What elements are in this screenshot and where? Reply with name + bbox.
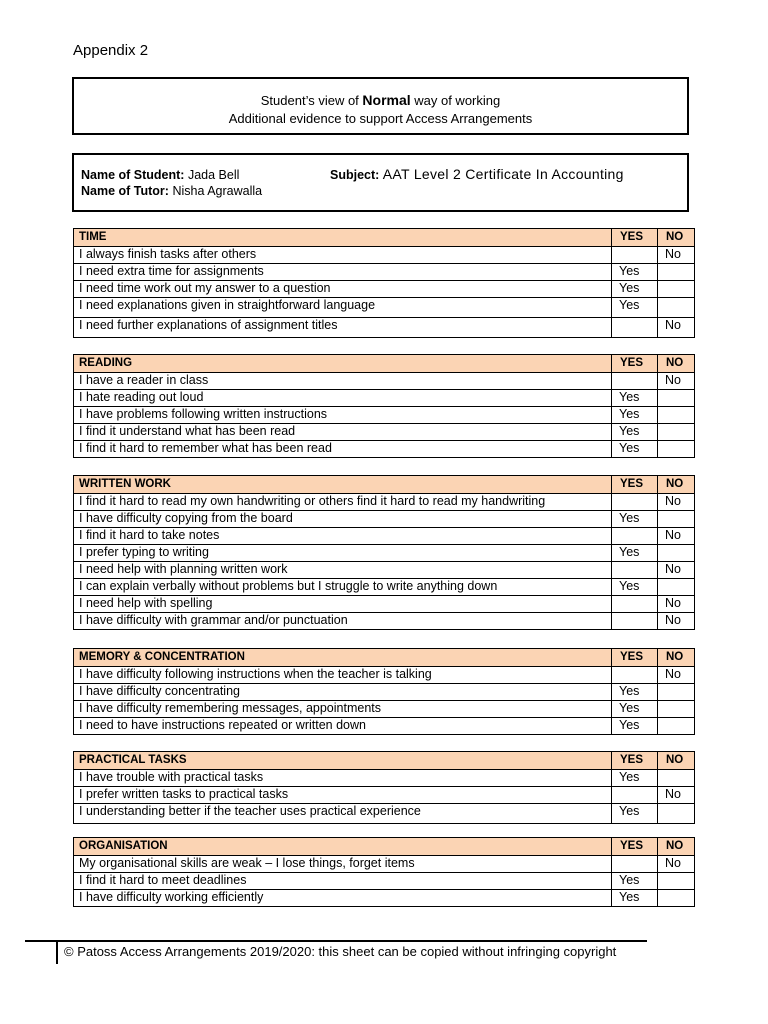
question-row (74, 786, 695, 803)
title-line-1 (74, 91, 687, 110)
question-row (74, 280, 695, 297)
no-header: NO (658, 355, 695, 373)
question-row (74, 423, 695, 440)
yes-answer: Yes (612, 280, 658, 297)
yes-header: YES (612, 838, 658, 856)
no-answer (658, 510, 695, 527)
question-row (74, 700, 695, 717)
no-answer (658, 440, 695, 457)
question-text: I need help with spelling (74, 595, 612, 612)
no-answer: No (658, 527, 695, 544)
yes-header: YES (612, 476, 658, 494)
yes-answer: Yes (612, 440, 658, 457)
question-text: I find it hard to take notes (74, 527, 612, 544)
question-text: I need extra time for assignments (74, 263, 612, 280)
yes-answer (612, 317, 658, 337)
question-text: I need time work out my answer to a question (74, 280, 612, 297)
section-table (73, 648, 695, 735)
question-text: I always finish tasks after others (74, 246, 612, 263)
question-row (74, 246, 695, 263)
no-header: NO (658, 476, 695, 494)
title-pre: Student’s view of (260, 93, 363, 108)
yes-answer: Yes (612, 683, 658, 700)
no-answer (658, 683, 695, 700)
question-row (74, 297, 695, 317)
question-text: I have difficulty concentrating (74, 683, 612, 700)
question-row (74, 683, 695, 700)
no-header: NO (658, 752, 695, 770)
question-row (74, 263, 695, 280)
yes-answer (612, 527, 658, 544)
question-row (74, 493, 695, 510)
question-row (74, 578, 695, 595)
no-answer (658, 578, 695, 595)
question-text: I hate reading out loud (74, 389, 612, 406)
student-row (81, 168, 239, 182)
question-text: I have difficulty working efficiently (74, 889, 612, 906)
question-row (74, 855, 695, 872)
no-answer: No (658, 372, 695, 389)
no-answer: No (658, 246, 695, 263)
question-text: I have difficulty copying from the board (74, 510, 612, 527)
question-row (74, 803, 695, 823)
yes-answer: Yes (612, 297, 658, 317)
question-row (74, 561, 695, 578)
yes-answer (612, 595, 658, 612)
title-box (72, 77, 689, 135)
section-title: ORGANISATION (74, 838, 612, 856)
yes-header: YES (612, 355, 658, 373)
question-text: I have trouble with practical tasks (74, 769, 612, 786)
yes-answer (612, 372, 658, 389)
yes-answer (612, 612, 658, 629)
yes-answer: Yes (612, 544, 658, 561)
section-title: TIME (74, 229, 612, 247)
question-row (74, 372, 695, 389)
title-line-2: Additional evidence to support Access Arrangements (228, 111, 533, 126)
yes-answer: Yes (612, 717, 658, 734)
section-header-row (74, 476, 695, 494)
student-value: Jada Bell (187, 168, 240, 182)
section-header-row (74, 355, 695, 373)
question-row (74, 544, 695, 561)
no-answer: No (658, 666, 695, 683)
no-answer (658, 700, 695, 717)
question-row (74, 612, 695, 629)
no-header: NO (658, 838, 695, 856)
no-answer (658, 717, 695, 734)
question-row (74, 595, 695, 612)
yes-answer (612, 493, 658, 510)
question-row (74, 717, 695, 734)
tutor-value: Nisha Agrawalla (172, 184, 263, 198)
footer-rule (25, 940, 647, 942)
yes-header: YES (612, 752, 658, 770)
no-answer (658, 263, 695, 280)
no-answer (658, 872, 695, 889)
question-text: I prefer typing to writing (74, 544, 612, 561)
section-table (73, 475, 695, 630)
tutor-row (81, 184, 262, 198)
no-answer (658, 389, 695, 406)
section-table (73, 228, 695, 338)
yes-answer (612, 786, 658, 803)
yes-answer: Yes (612, 872, 658, 889)
yes-answer: Yes (612, 889, 658, 906)
question-text: I need help with planning written work (74, 561, 612, 578)
no-answer: No (658, 595, 695, 612)
question-text: I prefer written tasks to practical tasks (74, 786, 612, 803)
yes-answer: Yes (612, 578, 658, 595)
no-answer (658, 406, 695, 423)
question-text: I have difficulty with grammar and/or punctuation (74, 612, 612, 629)
yes-answer (612, 246, 658, 263)
yes-answer: Yes (612, 803, 658, 823)
no-answer (658, 889, 695, 906)
yes-answer: Yes (612, 510, 658, 527)
title-post: way of working (410, 93, 501, 108)
question-row (74, 317, 695, 337)
yes-answer: Yes (612, 700, 658, 717)
question-text: I have problems following written instructions (74, 406, 612, 423)
question-row (74, 406, 695, 423)
section-header-row (74, 649, 695, 667)
footer-rule-tick (56, 940, 58, 964)
no-header: NO (658, 649, 695, 667)
yes-answer: Yes (612, 263, 658, 280)
yes-answer: Yes (612, 389, 658, 406)
yes-header: YES (612, 229, 658, 247)
question-text: I have difficulty remembering messages, appointments (74, 700, 612, 717)
question-text: I need explanations given in straightforward language (74, 297, 612, 317)
no-answer: No (658, 561, 695, 578)
tutor-label: Name of Tutor: (81, 184, 169, 198)
section-header-row (74, 752, 695, 770)
no-answer: No (658, 317, 695, 337)
question-row (74, 769, 695, 786)
yes-header: YES (612, 649, 658, 667)
no-answer: No (658, 855, 695, 872)
question-text: I need to have instructions repeated or written down (74, 717, 612, 734)
question-text: I find it understand what has been read (74, 423, 612, 440)
subject-row (330, 166, 624, 182)
subject-value: AAT Level 2 Certificate In Accounting (382, 166, 624, 182)
section-title: MEMORY & CONCENTRATION (74, 649, 612, 667)
no-header: NO (658, 229, 695, 247)
question-text: My organisational skills are weak – I lose things, forget items (74, 855, 612, 872)
question-text: I need further explanations of assignment titles (74, 317, 612, 337)
question-row (74, 889, 695, 906)
question-text: I find it hard to read my own handwriting or others find it hard to read my handwriting (74, 493, 612, 510)
yes-answer: Yes (612, 423, 658, 440)
no-answer (658, 280, 695, 297)
no-answer (658, 803, 695, 823)
no-answer (658, 544, 695, 561)
no-answer: No (658, 786, 695, 803)
no-answer (658, 297, 695, 317)
info-box (72, 153, 689, 212)
section-title: WRITTEN WORK (74, 476, 612, 494)
question-text: I can explain verbally without problems but I struggle to write anything down (74, 578, 612, 595)
question-row (74, 440, 695, 457)
section-title: READING (74, 355, 612, 373)
no-answer: No (658, 612, 695, 629)
subject-label: Subject: (330, 168, 380, 182)
footer-copyright: © Patoss Access Arrangements 2019/2020: this sheet can be copied without infringing copyright (64, 944, 617, 959)
section-header-row (74, 229, 695, 247)
no-answer (658, 769, 695, 786)
no-answer (658, 423, 695, 440)
no-answer: No (658, 493, 695, 510)
title-bold: Normal (362, 92, 411, 108)
section-table (73, 751, 695, 824)
question-text: I have a reader in class (74, 372, 612, 389)
section-title: PRACTICAL TASKS (74, 752, 612, 770)
section-table (73, 354, 695, 458)
section-header-row (74, 838, 695, 856)
question-row (74, 666, 695, 683)
question-row (74, 872, 695, 889)
section-table (73, 837, 695, 907)
yes-answer: Yes (612, 406, 658, 423)
question-row (74, 527, 695, 544)
yes-answer (612, 855, 658, 872)
student-label: Name of Student: (81, 168, 185, 182)
question-row (74, 510, 695, 527)
yes-answer: Yes (612, 769, 658, 786)
appendix-label: Appendix 2 (73, 42, 149, 59)
question-text: I find it hard to meet deadlines (74, 872, 612, 889)
yes-answer (612, 561, 658, 578)
question-text: I have difficulty following instructions when the teacher is talking (74, 666, 612, 683)
question-row (74, 389, 695, 406)
yes-answer (612, 666, 658, 683)
question-text: I find it hard to remember what has been read (74, 440, 612, 457)
question-text: I understanding better if the teacher uses practical experience (74, 803, 612, 823)
